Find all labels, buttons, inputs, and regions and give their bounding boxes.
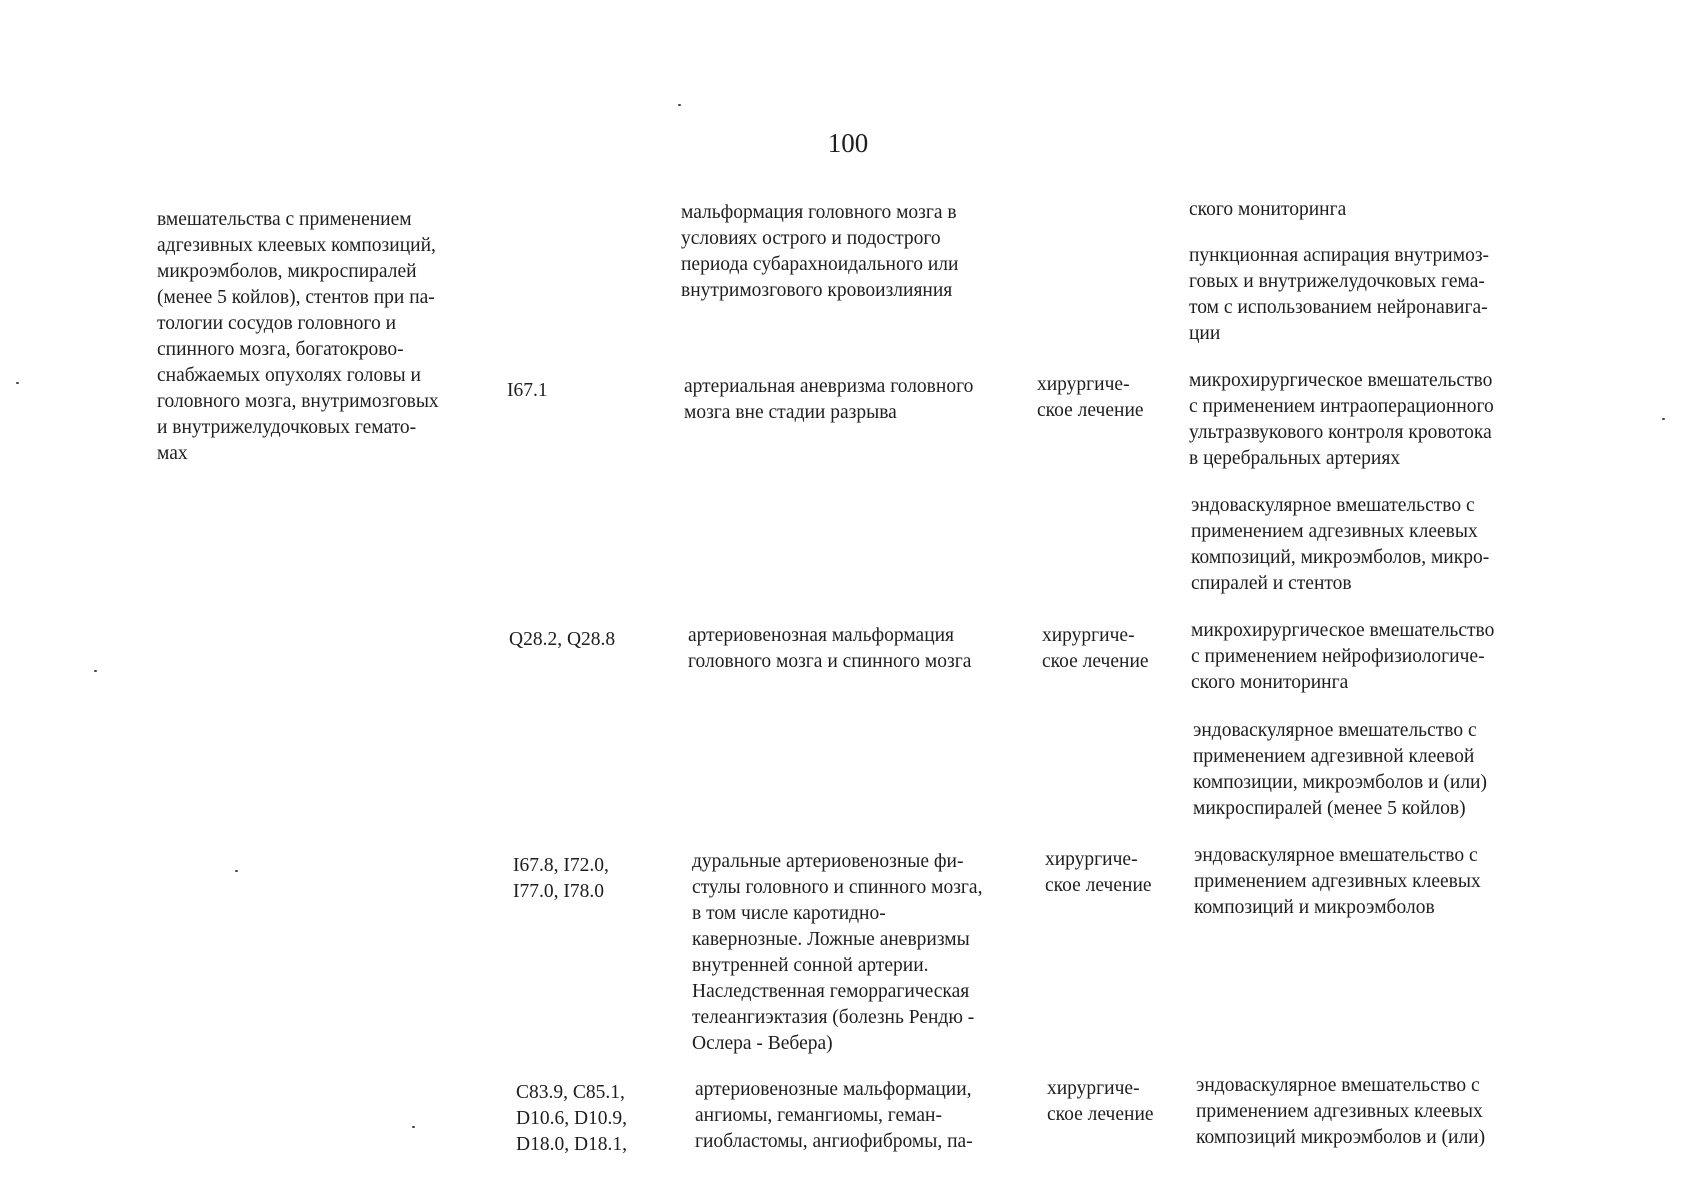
- text-line: головного мозга и спинного мозга: [688, 651, 972, 672]
- diagnosis-text: [688, 623, 971, 675]
- text-line: ского мониторинга: [1191, 672, 1349, 693]
- text-line: говых и внутрижелудочковых гема-: [1189, 271, 1485, 292]
- text-line: I67.8, I72.0,: [513, 855, 609, 876]
- text-line: адгезивных клеевых композиций,: [157, 235, 436, 256]
- text-line: том с использованием нейронавига-: [1189, 297, 1488, 318]
- text-line: головного мозга, внутримозговых: [157, 391, 439, 412]
- diagnosis-code: [507, 378, 548, 404]
- text-line: применением адгезивных клеевых: [1191, 521, 1478, 542]
- text-line: стулы головного и спинного мозга,: [692, 877, 983, 898]
- text-line: внутренней сонной артерии.: [692, 955, 929, 976]
- text-line: периода субарахноидального или: [681, 254, 959, 275]
- text-line: композиции, микроэмболов и (или): [1193, 772, 1487, 793]
- text-line: спиралей и стентов: [1191, 573, 1352, 594]
- text-line: применением адгезивных клеевых: [1194, 871, 1481, 892]
- page-number: 100: [827, 128, 869, 158]
- text-line: ского мониторинга: [1189, 199, 1347, 220]
- method-text: [1189, 368, 1494, 472]
- diagnosis-code: [509, 627, 615, 653]
- text-line: хирургиче-: [1047, 1078, 1140, 1099]
- text-line: ское лечение: [1042, 651, 1149, 672]
- scan-speck: [235, 870, 238, 872]
- diagnosis-text: [695, 1077, 973, 1155]
- text-line: вмешательства с применением: [157, 209, 412, 230]
- text-line: снабжаемых опухолях головы и: [157, 365, 421, 386]
- text-line: телеангиэктазия (болезнь Рендю -: [692, 1007, 975, 1028]
- text-line: мальформация головного мозга в: [681, 202, 957, 223]
- text-line: микроэмболов, микроспиралей: [157, 261, 417, 282]
- text-line: Ослера - Вебера): [692, 1033, 833, 1054]
- text-line: ции: [1189, 323, 1221, 344]
- text-line: эндоваскулярное вмешательство с: [1193, 720, 1477, 741]
- text-line: применением адгезивных клеевых: [1196, 1101, 1483, 1122]
- method-text: [1189, 243, 1489, 347]
- text-line: эндоваскулярное вмешательство с: [1191, 495, 1475, 516]
- text-line: тологии сосудов головного и: [157, 313, 396, 334]
- text-line: ское лечение: [1045, 875, 1152, 896]
- text-line: кавернозные. Ложные аневризмы: [692, 929, 970, 950]
- scan-speck: [16, 382, 19, 384]
- text-line: D18.0, D18.1,: [516, 1134, 628, 1155]
- text-line: в церебральных артериях: [1189, 448, 1401, 469]
- method-text: [1196, 1073, 1485, 1151]
- text-line: ское лечение: [1037, 400, 1144, 421]
- text-line: пункционная аспирация внутримоз-: [1189, 245, 1490, 266]
- text-line: артериовенозная мальформация: [688, 625, 955, 646]
- text-line: I67.1: [507, 380, 548, 401]
- text-line: композиций и микроэмболов: [1194, 897, 1435, 918]
- text-line: внутримозгового кровоизлияния: [681, 280, 953, 301]
- method-text: [1189, 197, 1346, 223]
- method-text: [1193, 718, 1487, 822]
- treatment-type: [1037, 372, 1144, 424]
- text-line: композиций, микроэмболов, микро-: [1191, 547, 1490, 568]
- text-line: ское лечение: [1047, 1104, 1154, 1125]
- text-line: применением адгезивной клеевой: [1193, 746, 1475, 767]
- scan-speck: [412, 1126, 415, 1128]
- text-line: условиях острого и подострого: [681, 228, 941, 249]
- treatment-type: [1045, 847, 1152, 899]
- text-line: Q28.2, Q28.8: [509, 629, 616, 650]
- text-line: гиобластомы, ангиофибромы, па-: [695, 1131, 973, 1152]
- text-line: Наследственная геморрагическая: [692, 981, 970, 1002]
- text-line: I77.0, I78.0: [513, 881, 604, 902]
- text-line: и внутрижелудочковых гемато-: [157, 417, 417, 438]
- procedure-description: [157, 207, 439, 467]
- text-line: ультразвукового контроля кровотока: [1189, 422, 1492, 443]
- text-line: (менее 5 койлов), стентов при па-: [157, 287, 435, 308]
- text-line: C83.9, C85.1,: [516, 1082, 625, 1103]
- diagnosis-text: [684, 374, 973, 426]
- diagnosis-text: [692, 849, 982, 1057]
- text-line: артериальная аневризма головного: [684, 376, 974, 397]
- scan-speck: [678, 104, 681, 106]
- text-line: хирургиче-: [1037, 374, 1130, 395]
- text-line: микрохирургическое вмешательство: [1189, 370, 1493, 391]
- text-line: ангиомы, гемангиомы, геман-: [695, 1105, 942, 1126]
- method-text: [1191, 493, 1489, 597]
- method-text: [1194, 843, 1481, 921]
- text-line: эндоваскулярное вмешательство с: [1194, 845, 1478, 866]
- text-line: D10.6, D10.9,: [516, 1108, 628, 1129]
- text-line: с применением нейрофизиологиче-: [1191, 646, 1485, 667]
- scan-speck: [1662, 418, 1665, 420]
- text-line: артериовенозные мальформации,: [695, 1079, 972, 1100]
- diagnosis-code: [513, 853, 609, 905]
- text-line: эндоваскулярное вмешательство с: [1196, 1075, 1480, 1096]
- text-line: микроспиралей (менее 5 койлов): [1193, 798, 1466, 819]
- text-line: хирургиче-: [1045, 849, 1138, 870]
- text-line: микрохирургическое вмешательство: [1191, 620, 1495, 641]
- method-text: [1191, 618, 1494, 696]
- diagnosis-code: [516, 1080, 627, 1158]
- text-line: хирургиче-: [1042, 625, 1135, 646]
- text-line: дуральные артериовенозные фи-: [692, 851, 964, 872]
- treatment-type: [1042, 623, 1149, 675]
- text-line: мах: [157, 443, 188, 464]
- text-line: в том числе каротидно-: [692, 903, 886, 924]
- text-line: мозга вне стадии разрыва: [684, 402, 897, 423]
- diagnosis-text: [681, 200, 958, 304]
- text-line: с применением интраоперационного: [1189, 396, 1494, 417]
- treatment-type: [1047, 1076, 1154, 1128]
- text-line: композиций микроэмболов и (или): [1196, 1127, 1486, 1148]
- scan-speck: [94, 670, 97, 672]
- text-line: спинного мозга, богатокрово-: [157, 339, 404, 360]
